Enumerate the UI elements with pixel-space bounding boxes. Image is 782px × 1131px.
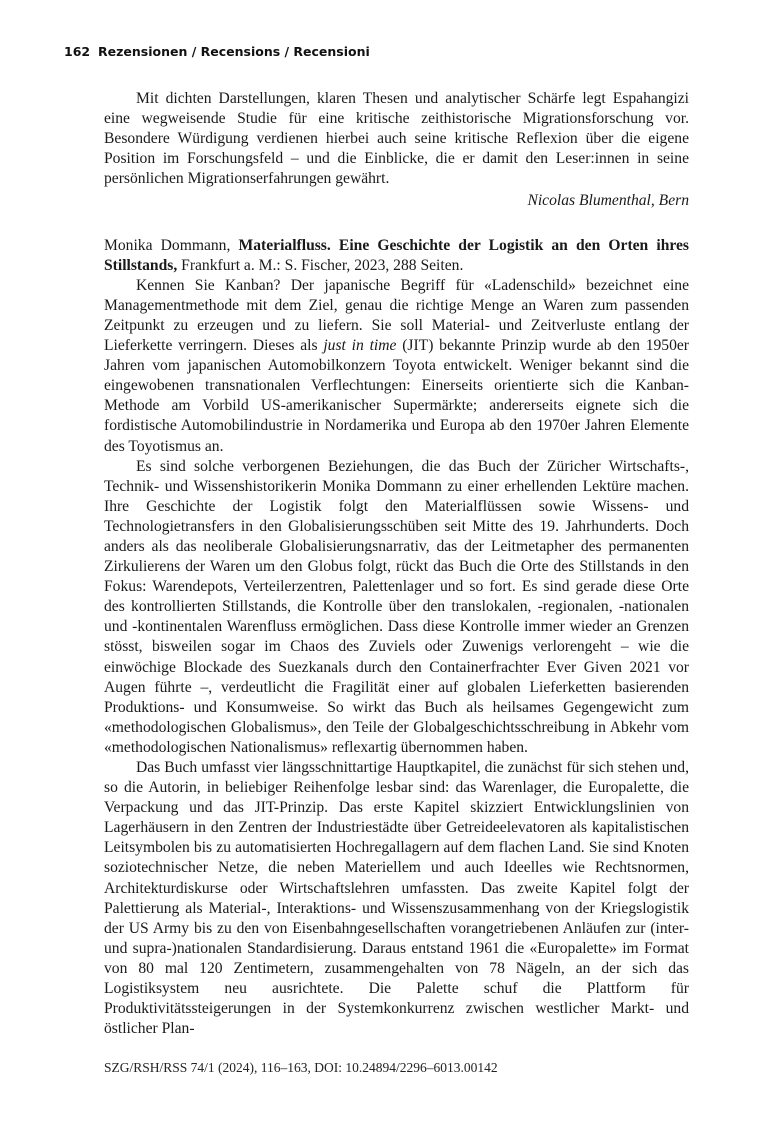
- running-title: Rezensionen / Recensions / Recensioni: [98, 44, 370, 59]
- page-body: [104, 89, 689, 1039]
- review2-paragraph-3: Das Buch umfasst vier längsschnittartige Hauptkapitel, die zunächst für sich stehen und, so die Autorin, in beliebiger Reihenfolge lesbar sind: das Warenlager, die Europalette, die Verpackung und das JIT-Prinzip. Das erste Kapitel skizziert Entwicklungslinien von Lagerhäusern in den Zentren der Industriestädte über Getreideelevatoren als kapitalistischen Leitsymbolen bis zu automatisierten Hochregallagern auf dem flachen Land. Sie sind Knoten soziotechnischer Netze, die neben Materiellem und auch Ideelles wie Rechtsnormen, Architekturdiskurse oder Wirtschaftslehren umfassten. Das zweite Kapitel folgt der Palettierung als Material-, Interaktions- und Wissenszusammenhang von der Kriegslogistik der US Army bis zu den von Eisenbahngesellschaften vorangetriebenen Anläufen zur (inter- und supra-)nationalen Standardisierung. Daraus entstand 1961 die «Europalette» im Format von 80 mal 120 Zentimetern, zusammengehalten von 78 Nägeln, an der sich das Logistiksystem neu ausrichtete. Die Palette schuf die Plattform für Produktivitätssteigerungen in der Systemkonkurrenz zwischen westlicher Markt- und östlicher Plan-: [104, 759, 689, 1038]
- book-author: Monika Dommann,: [104, 236, 231, 254]
- review1-paragraph: Mit dichten Darstellungen, klaren Thesen und analytischer Schärfe legt Espahangizi eine wegweisende Studie für eine kritische zeithistorische Migrationsforschung vor. Besondere Würdigung verdienen hierbei auch seine kritische Reflexion über die eigene Position im Forschungsfeld – und die Einblicke, die er damit den Leser:innen in seine persönlichen Migrationserfahrungen gewährt.: [104, 90, 689, 188]
- book-publication: Frankfurt a. M.: S. Fischer, 2023, 288 Seiten.: [181, 256, 464, 274]
- page-number: 162: [64, 44, 91, 59]
- page-footer-citation: SZG/RSH/RSS 74/1 (2024), 116–163, DOI: 10.24894/2296–6013.00142: [104, 1060, 498, 1075]
- review2-paragraph-2: Es sind solche verborgenen Beziehungen, die das Buch der Züricher Wirtschafts-, Technik- und Wissenshistorikerin Monika Dommann zu einer erhellenden Lektüre machen. Ihre Geschichte der Logistik folgt den Materialflüssen sowie Wissens- und Technologietransfers in den Globalisierungsschüben seit Mitte des 19. Jahrhunderts. Doch anders als das neoliberale Globalisierungsnarrativ, das der Leitmetapher des permanenten Zirkulierens der Waren um den Globus folgt, rückt das Buch die Orte des Stillstands in den Fokus: Warendepots, Verteilerzentren, Palettenlager und so fort. Es sind gerade diese Orte des kontrollierten Stillstands, die Kontrolle über den translokalen, -regionalen, -nationalen und -kontinentalen Warenfluss ermöglichen. Dass diese Kontrolle immer wieder an Grenzen stösst, bisweilen sogar im Chaos des Zuviels oder Zuwenigs verlorengeht – wie die einwöchige Blockade des Suezkanals durch den Containerfrachter Ever Given 2021 vor Augen führte –, verdeutlicht die Fragilität einer auf globalen Lieferketten basierenden Produktions- und Konsumweise. So wirkt das Buch als heilsames Gegengewicht zum «methodologischen Globalismus», den Teile der Globalgeschichtsschreibung in Abkehr vom «methodologischen Nationalismus» reflexartig übernommen haben.: [104, 457, 689, 756]
- running-header: [64, 44, 370, 59]
- paragraph-text: (JIT) bekannte Prinzip wurde ab den 1950er Jahren vom japanischen Automobilkonzern Toyota entwickelt. Weniger bekannt sind die eingewobenen transnationalen Verflechtungen: Einerseits orientierte sich die Kanban-Methode am Vorbild US-amerikanischer Supermärkte; andererseits eignete sich die fordistische Automobilindustrie in Nordamerika und Europa ab den 1970er Jahren Elemente des Toyotismus an.: [104, 337, 690, 455]
- review2-paragraph-1: [104, 276, 689, 457]
- reviewer-signature: Nicolas Blumenthal, Bern: [527, 192, 689, 210]
- italic-term: just in time: [323, 337, 397, 355]
- book-title: Materialfluss. Eine Geschichte der Logistik an den Orten ihres Stillstands,: [104, 236, 690, 274]
- book-citation: [104, 236, 689, 276]
- paragraph-text: Kennen Sie Kanban? Der japanische Begriff für «Ladenschild» bezeichnet eine Managementmethode mit dem Ziel, genau die richtige Menge an Waren zum passenden Zeitpunkt zu erzeugen und zu liefern. Sie soll Material- und Zeitverluste entlang der Lieferkette verringern. Dieses als: [104, 276, 689, 355]
